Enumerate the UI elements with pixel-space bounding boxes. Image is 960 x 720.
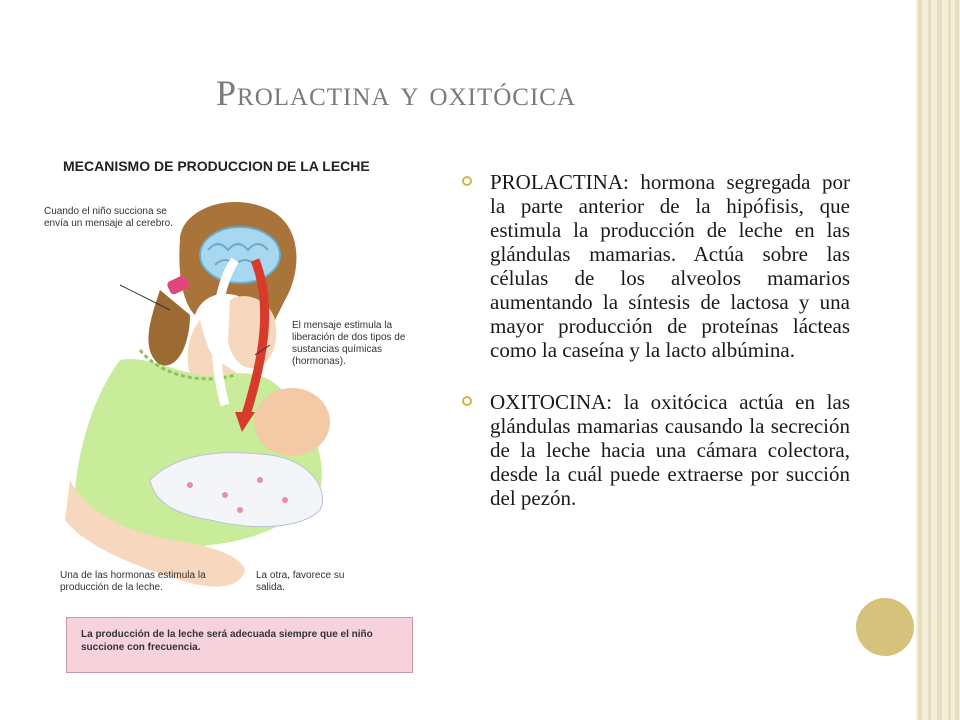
note-box: La producción de la leche será adecuada siempre que el niño succione con frecuencia.	[66, 617, 413, 673]
decorative-stripe	[937, 0, 942, 720]
slide-title: Prolactina y oxitócica	[216, 73, 576, 113]
decorative-stripe	[948, 0, 951, 720]
figure-heading: MECANISMO DE PRODUCCION DE LA LECHE	[63, 158, 370, 174]
bullet-oxitocina	[462, 390, 850, 510]
decorative-stripe	[928, 0, 931, 720]
caption-message: El mensaje estimula la liberación de dos tipos de sustancias químicas (hormonas).	[292, 320, 406, 367]
bullet-text: OXITOCINA: la oxitócica actúa en las glándulas mamarias causando la secreción de la leche hacia una cámara colectora, desde la cuál puede extraerse por succión del pezón.	[490, 390, 850, 510]
hair-back-shape	[148, 290, 190, 366]
bullet-text: PROLACTINA: hormona segregada por la parte anterior de la hipófisis, que estimula la producción de leche en las glándulas mamarias. Actúa sobre las células de los alveolos mamarios aumentando la síntesis de lactosa y una mayor producción de proteínas lácteas como la caseína y la lacto albúmina.	[490, 170, 850, 362]
bullet-icon	[462, 176, 472, 186]
breastfeeding-figure	[30, 150, 430, 695]
caption-suction: Cuando el niño succiona se envía un mensaje al cerebro.	[44, 206, 173, 229]
decorative-stripe	[955, 0, 959, 720]
bullet-prolactina	[462, 170, 850, 362]
caption-hormone-two: La otra, favorece su salida.	[256, 570, 345, 593]
bullet-icon	[462, 396, 472, 406]
brain-shape	[200, 227, 280, 283]
bullet-list	[462, 170, 850, 538]
baby-head	[254, 388, 330, 456]
caption-hormone-one: Una de las hormonas estimula la producción de la leche.	[60, 570, 206, 593]
decorative-gold-circle	[856, 598, 914, 656]
decorative-stripe	[918, 0, 922, 720]
